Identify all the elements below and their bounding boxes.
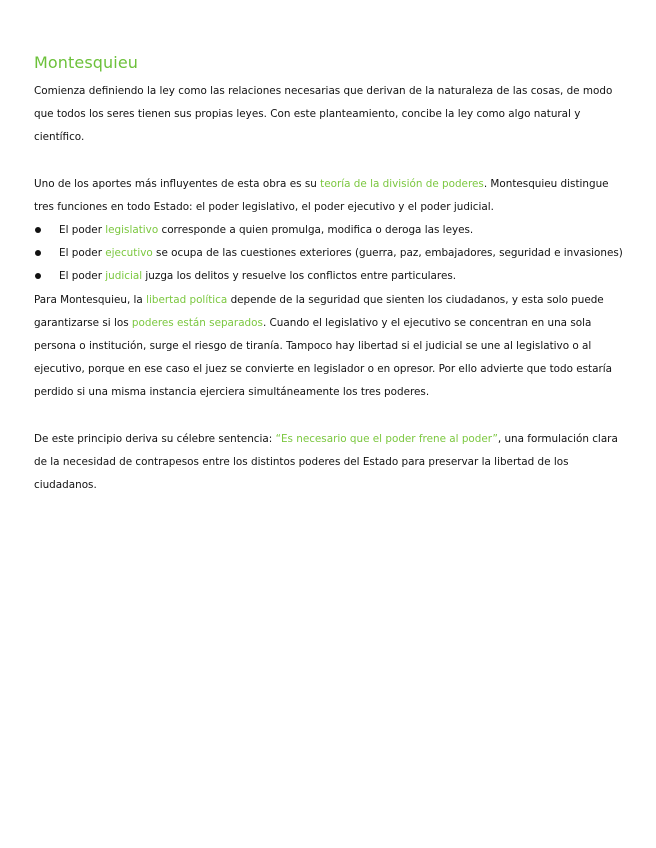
bullet-icon <box>35 250 41 256</box>
highlight-legislativo: legislativo <box>105 224 159 237</box>
bullet-icon <box>35 227 41 233</box>
paragraph-text: . Montesquieu distingue tres funciones en todo Estado: el poder legislativo, el poder ejecutivo y el poder judicial. <box>34 177 609 213</box>
paragraph-intro: Comienza definiendo la ley como las relaciones necesarias que derivan de la naturaleza de las cosas, de modo que todos los seres tienen sus propias leyes. Con este planteamiento, concibe la ley como algo natural y científico. <box>34 85 613 144</box>
document-title: Montesquieu <box>34 53 139 72</box>
paragraph-spacer <box>34 150 630 173</box>
list-item-text: juzga los delitos y resuelve los conflictos entre particulares. <box>142 270 457 283</box>
list-item-text: El poder <box>59 270 106 283</box>
list-item-legislativo <box>34 219 630 242</box>
list-item-text: se ocupa de las cuestiones exteriores (guerra, paz, embajadores, seguridad e invasiones) <box>152 247 623 260</box>
paragraph-text: depende de la seguridad que sienten los ciudadanos, y esta solo puede garantizarse si los <box>34 293 604 329</box>
paragraph-text: Para Montesquieu, la <box>34 293 147 306</box>
bullet-icon <box>35 273 41 279</box>
paragraph-text: De este principio deriva su célebre sentencia: <box>34 432 276 445</box>
paragraph-famous-sentence <box>34 428 630 498</box>
list-item-text: corresponde a quien promulga, modifica o deroga las leyes. <box>158 224 474 237</box>
paragraph-text: , una formulación clara de la necesidad de contrapesos entre los distintos poderes del Estado para preservar la libertad de los ciudadanos. <box>34 432 618 492</box>
list-item-judicial <box>34 265 630 288</box>
paragraph-political-liberty <box>34 289 630 405</box>
highlight-ejecutivo: ejecutivo <box>105 247 153 260</box>
list-item-ejecutivo <box>34 242 630 265</box>
paragraph-text: . Cuando el legislativo y el ejecutivo se concentran en una sola persona o institución, surge el riesgo de tiranía. Tampoco hay libertad si el judicial se une al legislativo o al ejecutivo, porque en ese caso el juez se convierte en legislador o en opresor. Por ello advierte que todo estaría perdido si una misma instancia ejerciera simultáneamente los tres poderes. <box>34 316 613 399</box>
document-page <box>34 52 630 497</box>
powers-list <box>34 219 630 289</box>
paragraph-division-of-powers <box>34 173 630 219</box>
highlight-quote: “Es necesario que el poder frene al poder” <box>275 432 498 445</box>
paragraph-text: Uno de los aportes más influyentes de esta obra es su <box>34 177 321 190</box>
highlight-poderes-separados: poderes están separados <box>131 316 263 329</box>
list-item-text: El poder <box>59 247 106 260</box>
highlight-libertad-politica: libertad política <box>146 293 228 306</box>
paragraph-spacer <box>34 405 630 428</box>
highlight-division-de-poderes: teoría de la división de poderes <box>320 177 484 190</box>
highlight-judicial: judicial <box>105 270 143 283</box>
list-item-text: El poder <box>59 224 106 237</box>
